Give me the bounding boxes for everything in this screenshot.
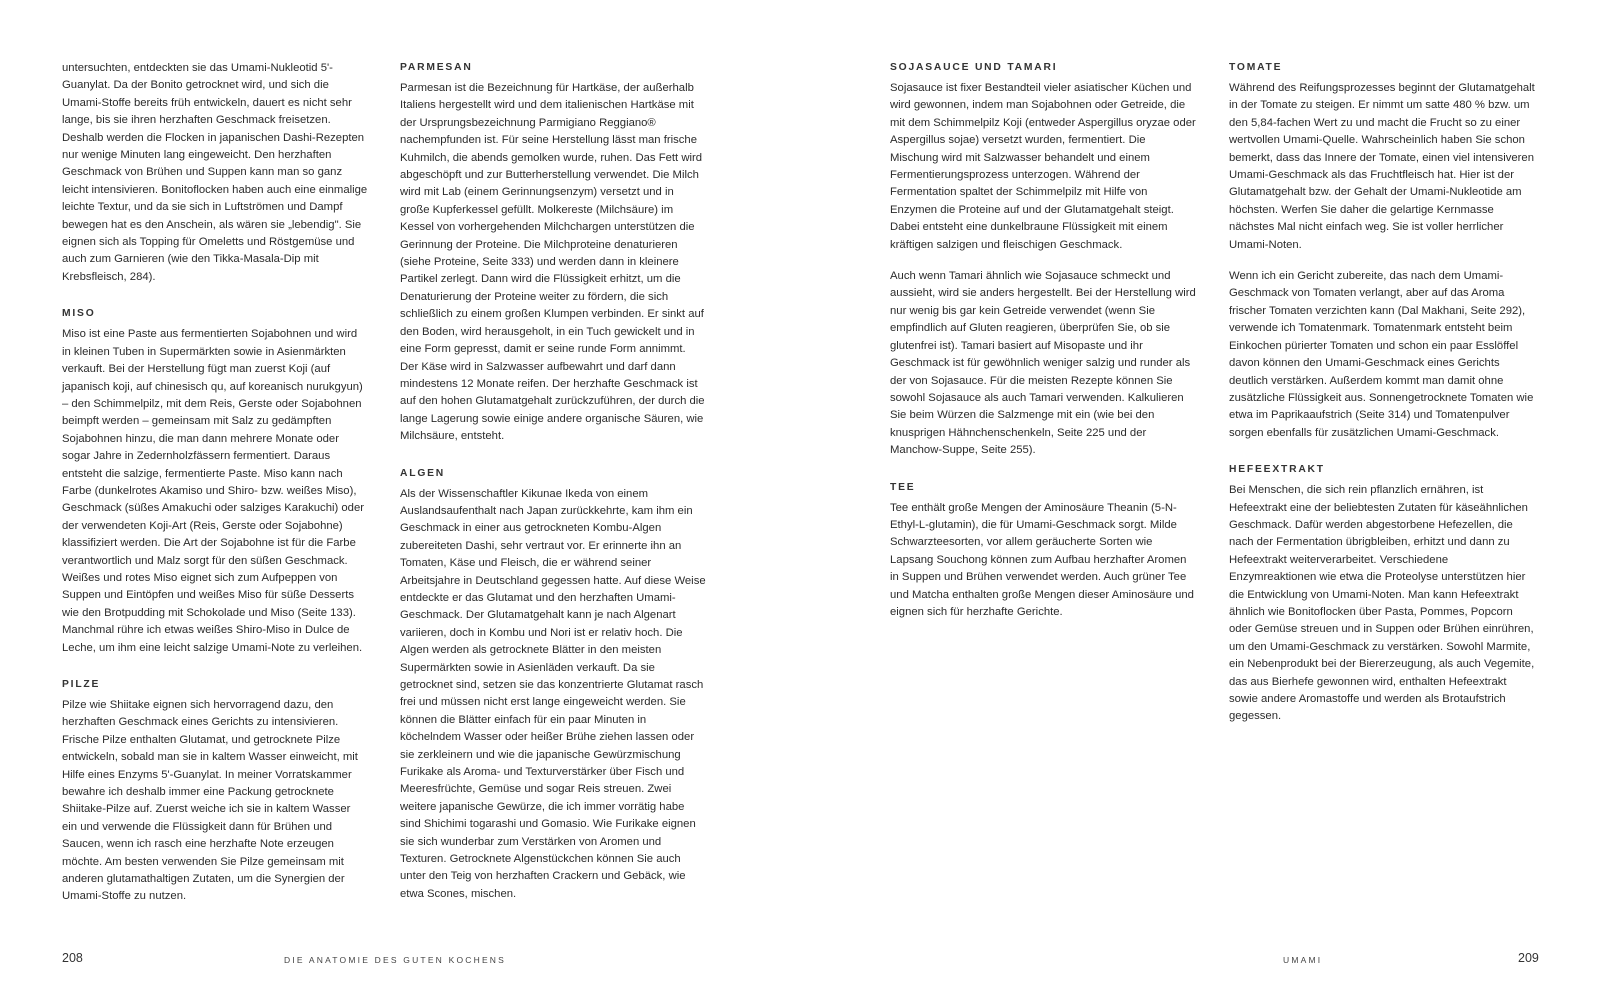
running-head-left: DIE ANATOMIE DES GUTEN KOCHENS	[284, 955, 507, 965]
bonito-continuation-paragraph: untersuchten, entdeckten sie das Umami-Nukleotid 5'-Guanylat. Da der Bonito getrocknet wird, und sich die Umami-Stoffe bereits früh entwickeln, dauert es nicht sehr lange, bis sie ihren herzhaften Geschmack freisetzen. Deshalb werden die Flocken in japanischen Dashi-Rezepten nur wenige Minuten lang eingeweicht. Den herzhaften Geschmack von Brühen und Suppen kann man so ganz leicht intensivieren. Bonitoflocken haben auch eine einmalige leichte Textur, und da sie sich in Luftströmen und Dampf bewegen hat es den Anschein, als wären sie „lebendig". Sie eignen sich als Topping für Omeletts und Röstgemüse und auch zum Garnieren (wie den Tikka-Masala-Dip mit Krebsfleisch, 284).	[62, 62, 368, 283]
running-head-right: UMAMI	[1283, 955, 1323, 965]
sojasauce-paragraph-2: Auch wenn Tamari ähnlich wie Sojasauce schmeckt und aussieht, wird sie anders hergestellt. Bei der Herstellung wird nur wenig bis gar kein Getreide verwendet (wenn Sie empfindlich auf Gluten reagieren, überprüfen Sie, ob sie glutenfrei ist). Tamari basiert auf Misopaste und ihr Geschmack ist für gewöhnlich weniger salzig und runder als der von Sojasauce. Für die meisten Rezepte können Sie sowohl Sojasauce als auch Tamari verwenden. Kalkulieren Sie beim Würzen die Salzmenge mit ein (wie bei den knusprigen Hähnchenschenkeln, Seite 225 und der Manchow-Suppe, Seite 255).	[890, 270, 1196, 457]
left-page-column-2	[400, 60, 706, 917]
algen-paragraph: Als der Wissenschaftler Kikunae Ikeda von einem Auslandsaufenthalt nach Japan zurückkehrte, kam ihm ein Geschmack in einer aus getrockneten Kombu-Algen zubereiteten Dashi, sehr vertraut vor. Er erinnerte ihn an Tomaten, Käse und Fleisch, die er während seiner Arbeitsjahre in Deutschland gegessen hatte. Auf diese Weise entdeckte er das Glutamat und den herzhaften Umami-Geschmack. Der Glutamatgehalt kann je nach Algenart variieren, doch in Kombu und Nori ist er relativ hoch. Die Algen werden als getrocknete Blätter in den meisten Supermärkten sowie in Asienläden verkauft. Da sie getrocknet sind, setzen sie das konzentrierte Glutamat rasch frei und müssen nicht erst lange eingeweicht werden. Sie können die Blätter einfach für ein paar Minuten in köchelndem Wasser oder heißer Brühe ziehen lassen oder sie zerkleinern und wie die japanische Gewürzmischung Furikake als Aroma- und Texturverstärker über Fisch und Meeresfrüchte, Gemüse und sogar Reis streuen. Zwei weitere japanische Gewürze, die ich immer vorrätig habe sind Shichimi togarashi und Gomasio. Wie Furikake eignen sie sich wunderbar zum Verstärken von Aromen und Texturen. Getrocknete Algenstückchen können Sie auch unter den Teig von herzhaften Crackern und Gebäck, wie etwa Scones, mischen.	[400, 487, 706, 900]
hefeextrakt-paragraph: Bei Menschen, die sich rein pflanzlich ernähren, ist Hefeextrakt eine der beliebtesten Zutaten für käseähnlichen Geschmack. Dafür werden abgestorbene Hefezellen, die nach der Fermentation übrigbleiben, erhitzt und dann zu Hefeextrakt weiterverarbeitet. Verschiedene Enzymreaktionen wie etwa die Proteolyse unterstützen hier die Entwicklung von Umami-Noten. Man kann Hefeextrakt ähnlich wie Bonitoflocken über Pasta, Pommes, Popcorn oder Gemüse streuen und in Suppen oder Brühen einrühren, um den Umami-Geschmack zu verstärken. Sowohl Marmite, ein Nebenprodukt bei der Biererzeugung, als auch Vegemite, das aus Bierhefe gewonnen wird, enthalten Hefeextrakt sowie andere Aromastoffe und werden als Brotaufstrich gegessen.	[1229, 484, 1535, 723]
right-page-column-2	[1229, 60, 1535, 740]
miso-heading: MISO	[62, 308, 96, 320]
left-page-column-1	[62, 60, 368, 920]
page-number-right: 209	[1518, 951, 1539, 965]
tomate-paragraph-2: Wenn ich ein Gericht zubereite, das nach dem Umami-Geschmack von Tomaten verlangt, aber auf das Aroma frischer Tomaten verzichten kann (Dal Makhani, Seite 292), verwende ich Tomatenmark. Tomatenmark entsteht beim Einkochen pürierter Tomaten und schon ein paar Esslöffel davon können den Umami-Geschmack eines Gerichts deutlich verstärken. Außerdem kommt man damit ohne zusätzliche Flüssigkeit aus. Sonnengetrocknete Tomaten wie etwa im Paprikaaufstrich (Seite 314) und Tomatenpulver sorgen ebenfalls für zusätzlichen Umami-Geschmack.	[1229, 270, 1534, 439]
pilze-paragraph: Pilze wie Shiitake eignen sich hervorragend dazu, den herzhaften Geschmack eines Gerichts zu intensivieren. Frische Pilze enthalten Glutamat, und getrocknete Pilze entwickeln, sobald man sie in kaltem Wasser einweicht, mit Hilfe eines Enzyms 5'-Guanylat. In meiner Vorratskammer bewahre ich deshalb immer eine Packung getrocknete Shiitake-Pilze auf. Zuerst weiche ich sie in kaltem Wasser ein und verwende die Flüssigkeit dann für Brühen und Saucen, wenn ich rasch eine herzhafte Note erzeugen möchte. Am besten verwenden Sie Pilze gemeinsam mit anderen glutamathaltigen Zutaten, um die Synergien der Umami-Stoffe zu nutzen.	[62, 699, 358, 903]
tee-paragraph: Tee enthält große Mengen der Aminosäure Theanin (5-N-Ethyl-L-glutamin), die für Umami-Geschmack sorgt. Milde Schwarzteesorten, vor allem geräucherte Sorten wie Lapsang Souchong können zum Aufbau herzhafter Aromen in Suppen und Brühen verwendet werden. Auch grüner Tee und Matcha enthalten große Mengen dieser Aminosäure und eignen sich für herzhafte Gerichte.	[890, 501, 1194, 618]
tee-heading: TEE	[890, 481, 916, 493]
tomate-heading: TOMATE	[1229, 62, 1283, 73]
pilze-heading: PILZE	[62, 679, 101, 690]
miso-paragraph: Miso ist eine Paste aus fermentierten Sojabohnen und wird in kleinen Tuben in Supermärkten sowie in Asienmärkten verkauft. Bei der Herstellung fügt man zuerst Koji (auf japanisch koji, auf chinesisch qu, auf koreanisch nurukgyun) – den Schimmelpilz, mit dem Reis, Gerste oder Sojabohnen beimpft werden – gemeinsam mit Salz zu gedämpften Sojabohnen hinzu, die man dann mehrere Monate oder sogar Jahre in Zedernholzfässern fermentiert. Daraus entsteht die salzige, fermentierte Paste. Miso kann nach Farbe (dunkelrotes Akamiso und Shiro- bzw. weißes Miso), Geschmack (süßes Amakuchi oder salziges Karakuchi) oder der verwendeten Koji-Art (Reis, Gerste oder Sojabohne) klassifiziert werden. Die Art der Sojabohne ist für die Farbe verantwortlich und Malz sorgt für den süßen Geschmack. Weißes und rotes Miso eignet sich zum Aufpeppen von Suppen und Eintöpfen und weißes Miso für süße Desserts wie den Brotpudding mit Schokolade und Miso (Seite 133). Manchmal rühre ich etwas weißes Shiro-Miso in Dulce de Leche, um ihm eine leicht salzige Umami-Note zu verleihen.	[62, 328, 365, 654]
hefeextrakt-heading: HEFEEXTRAKT	[1229, 464, 1325, 476]
page-number-left: 208	[62, 951, 83, 965]
parmesan-heading: PARMESAN	[400, 62, 473, 73]
sojasauce-heading: SOJASAUCE UND TAMARI	[890, 62, 1058, 73]
tomate-paragraph-1: Während des Reifungsprozesses beginnt der Glutamatgehalt in der Tomate zu steigen. Er nimmt um satte 480 % bzw. um den 5,84-fachen Wert zu und macht die Frucht so zu einer wertvollen Umami-Quelle. Wahrscheinlich haben Sie schon bemerkt, dass das Innere der Tomate, einen viel intensiveren Umami-Geschmack als das Fruchtfleisch hat. Hier ist der Glutamatgehalt bzw. der Gehalt der Umami-Nukleotide am höchsten. Werfen Sie daher die gelartige Kernmasse nächstes Mal nicht einfach weg. Sie ist voller herrlicher Umami-Noten.	[1229, 82, 1535, 251]
algen-heading: ALGEN	[400, 467, 446, 479]
parmesan-paragraph: Parmesan ist die Bezeichnung für Hartkäse, der außerhalb Italiens hergestellt wird und dem italienischen Hartkäse mit der Ursprungsbezeichnung Parmigiano Reggiano® nachempfunden ist. Für seine Herstellung lässt man frische Kuhmilch, die abends gemolken wurde, ruhen. Das Fett wird abgeschöpft und zur Butterherstellung verwendet. Die Milch wird mit Lab (einem Gerinnungsenzym) versetzt und in große Kupferkessel gefüllt. Molkereste (Milchsäure) im Kessel von vorhergehenden Milchchargen unterstützen die Gerinnung der Proteine. Die Milchproteine denaturieren (siehe Proteine, Seite 333) und werden dann in kleinere Partikel zerlegt. Dann wird die Flüssigkeit erhitzt, um die Denaturierung der Proteine weiter zu fördern, die sich schließlich zu einem großen Klumpen verbinden. Er sinkt auf den Boden, wird herausgeholt, in ein Tuch gewickelt und in eine Form gepresst, damit er seine runde Form annimmt. Der Käse wird in Salzwasser aufbewahrt und darf dann mindestens 12 Monate reifen. Der herzhafte Geschmack ist auf den hohen Glutamatgehalt zurückzuführen, der durch die lange Lagerung sowie einige andere organische Säuren, wie Milchsäure, entsteht.	[400, 82, 705, 443]
sojasauce-paragraph-1: Sojasauce ist fixer Bestandteil vieler asiatischer Küchen und wird gewonnen, indem man Sojabohnen oder Getreide, die mit dem Schimmelpilz Koji (entweder Aspergillus oryzae oder Aspergillus sojae) versetzt wurden, fermentiert. Die Mischung wird mit Salzwasser behandelt und einem Fermentierungsprozess unterzogen. Während der Fermentation spaltet der Schimmelpilz mit Hilfe von Enzymen die Proteine auf und der Glutamatgehalt steigt. Dabei entsteht eine dunkelbraune Flüssigkeit mit einem kräftigen salzigen und fleischigen Geschmack.	[890, 82, 1196, 251]
right-page-column-1	[890, 60, 1196, 635]
